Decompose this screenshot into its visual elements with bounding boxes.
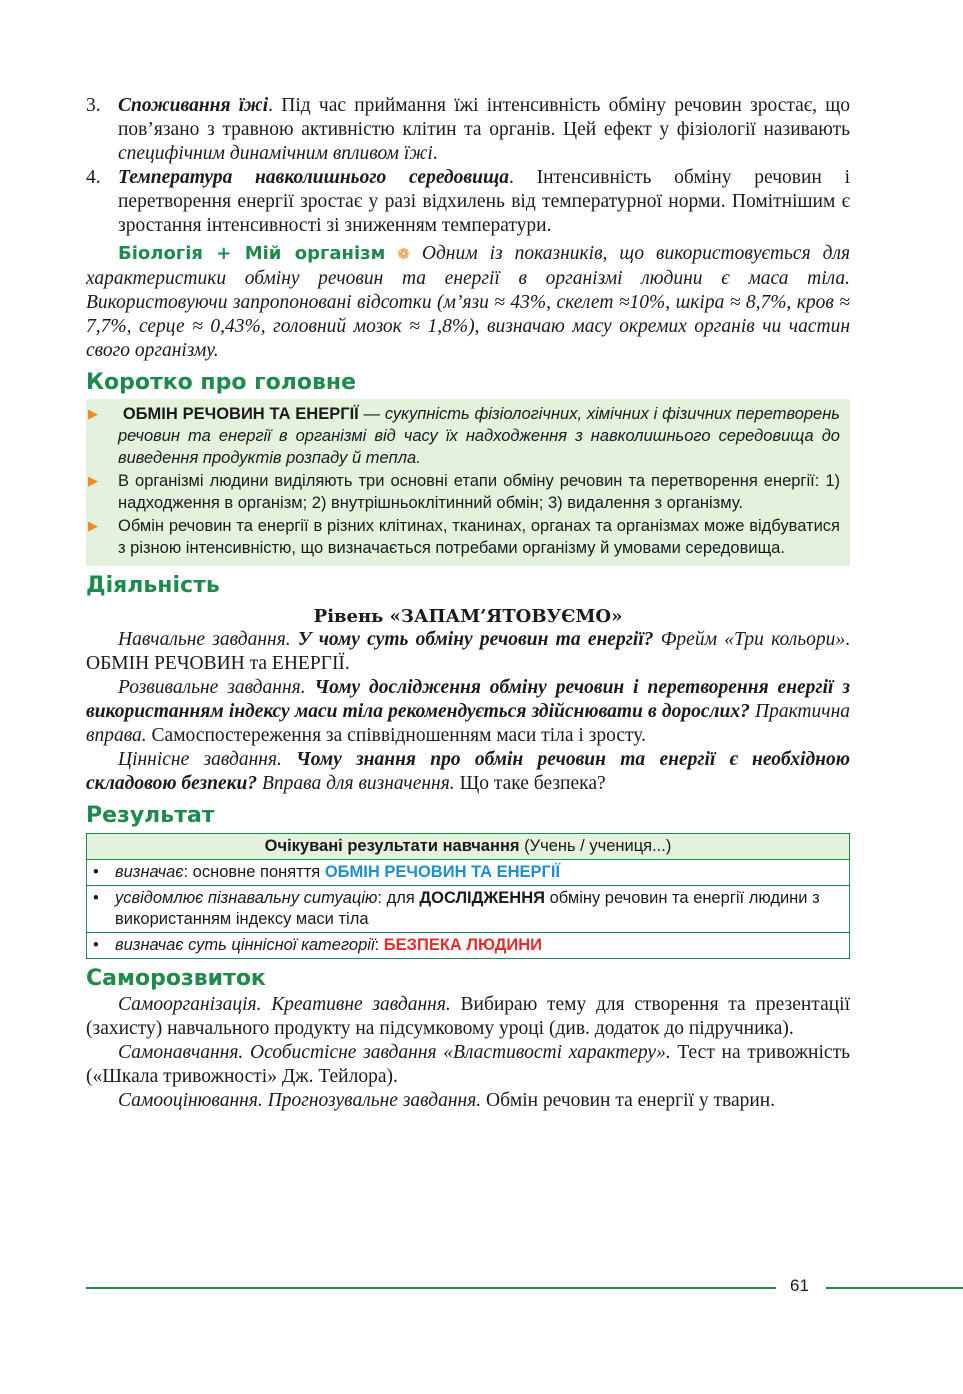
summary-box xyxy=(86,399,850,566)
summary-heading: Коротко про головне xyxy=(86,370,357,395)
table-cell xyxy=(87,886,850,933)
list-item xyxy=(86,94,850,166)
self-text: Тест на тривожність («Шкала тривожності» Дж. Тейлора). xyxy=(86,1042,850,1087)
result-text: : xyxy=(374,936,384,954)
result-highlight: ДОСЛІДЖЕННЯ xyxy=(419,889,545,907)
bullet: • xyxy=(93,863,99,881)
result-tail: обміну речовин та енергії людини з використанням індексу маси тіла xyxy=(115,889,820,928)
table-header xyxy=(87,834,850,860)
bullet: • xyxy=(93,936,99,954)
bio-text: Одним із показників, що використовується для характеристики обміну речовин та енергії в організмі людини є маса тіла. Використовуючи запропоновані відсотки (м’язи ≈ 43%, скелет ≈10%, шкіра ≈ 8,7%, кров ≈ 7,7%, серце ≈ 0,43%, головний мозок ≈ 1,8%), визначаю масу окремих органів чи частин свого організму. xyxy=(86,243,851,361)
level-title: Рівень «ЗАПАМ’ЯТОВУЄМО» xyxy=(313,606,623,627)
task-question: У чому суть обміну речовин та енергії? xyxy=(297,629,654,650)
list-tail: . xyxy=(432,143,438,164)
result-verb: визначає суть ціннісної категорії xyxy=(115,936,375,954)
table-header-rest: (Учень / учениця...) xyxy=(519,837,672,855)
list-title: Температура навколишнього середовища xyxy=(118,167,509,188)
activity-heading: Діяльність xyxy=(86,573,220,598)
summary-term: ОБМІН РЕЧОВИН ТА ЕНЕРГІЇ xyxy=(122,405,359,423)
page-content xyxy=(86,94,850,1113)
summary-item xyxy=(86,470,840,514)
list-item xyxy=(86,166,850,238)
task-question: Чому дослідження обміну речовин і перетворення енергії з використанням індексу маси тіла рекомендується здійснювати в дорослих? xyxy=(86,677,850,722)
arrow-icon: ▶ xyxy=(88,406,98,421)
summary-item xyxy=(86,515,840,559)
task-paragraph xyxy=(86,628,850,676)
footer-rule-right xyxy=(826,1287,963,1289)
self-paragraph xyxy=(86,993,850,1041)
list-text xyxy=(118,94,850,166)
task-rest: . ОБМІН РЕЧОВИН та ЕНЕРГІЇ. xyxy=(86,629,851,674)
list-title: Споживання їжі xyxy=(118,95,269,116)
task-rest: Самоспостереження за співвідношенням маси тіла і зросту. xyxy=(146,725,646,746)
list-number: 3. xyxy=(86,95,101,116)
list-body: . Під час приймання їжі інтенсивність обміну речовин зростає, що пов’язано з травною активністю клітин та органів. Цей ефект у фізіології називають xyxy=(118,95,850,140)
task-paragraph xyxy=(86,676,850,748)
bio-paragraph xyxy=(86,242,850,363)
self-paragraph xyxy=(86,1041,850,1089)
table-cell xyxy=(87,933,850,959)
bullet: • xyxy=(93,889,99,907)
self-label: Самооцінювання. Прогнозувальне завдання. xyxy=(118,1090,482,1111)
arrow-icon: ▶ xyxy=(88,518,98,533)
task-label: Навчальне завдання. xyxy=(118,629,298,650)
task-method: Практична вправа. xyxy=(86,701,850,746)
table-header-bold: Очікувані результати навчання xyxy=(264,837,520,855)
table-cell xyxy=(87,860,850,886)
list-body: . Інтенсивність обміну речовин і перетворення енергії зростає у разі відхилень від температурної норми. Помітнішим є зростання інтенсивності зі зниженням температури. xyxy=(118,167,850,236)
page-number: 61 xyxy=(790,1276,809,1295)
bio-lead: Біологія + Мій організм xyxy=(118,243,386,264)
result-highlight: БЕЗПЕКА ЛЮДИНИ xyxy=(383,936,543,954)
summary-text: В організмі людини виділяють три основні етапи обміну речовин та перетворення енергії: 1) надходження в організм; 2) внутрішньоклітинний обмін; 3) видалення з організму. xyxy=(118,472,840,512)
table-row xyxy=(87,860,850,886)
list-number: 4. xyxy=(86,167,101,188)
task-question: Чому знання про обмін речовин та енергії є необхідною складовою безпеки? xyxy=(86,749,850,794)
list-text xyxy=(118,166,850,238)
list-italic: специфічним динамічним впливом їжі xyxy=(118,143,433,164)
summary-item xyxy=(86,403,840,469)
self-text: Обмін речовин та енергії у тварин. xyxy=(481,1090,776,1111)
self-paragraph xyxy=(86,1089,850,1113)
result-text: : для xyxy=(377,889,420,907)
footer-rule-left xyxy=(86,1287,776,1289)
self-heading: Саморозвиток xyxy=(86,966,266,991)
table-header-row xyxy=(87,834,850,860)
self-label: Самонавчання. Особистісне завдання «Властивості характеру». xyxy=(118,1042,671,1063)
task-method: Фрейм «Три кольори» xyxy=(660,629,846,650)
result-highlight: ОБМІН РЕЧОВИН ТА ЕНЕРГІЇ xyxy=(324,863,561,881)
table-row xyxy=(87,933,850,959)
result-text: : основне поняття xyxy=(183,863,325,881)
self-label: Самоорганізація. Креативне завдання. xyxy=(118,994,451,1015)
flower-icon: ❁ xyxy=(397,247,410,263)
self-text: Вибираю тему для створення та презентації (захисту) навчального продукту на підсумковому уроці (див. додаток до підручника). xyxy=(86,994,850,1039)
table-row xyxy=(87,886,850,933)
result-verb: визначає xyxy=(115,863,184,881)
task-paragraph xyxy=(86,748,850,796)
task-rest: Що таке безпека? xyxy=(454,773,606,794)
task-label: Розвивальне завдання. xyxy=(118,677,315,698)
summary-text xyxy=(118,403,840,469)
summary-text: Обмін речовин та енергії в різних клітинах, тканинах, органах та організмах може відбуватися з різною інтенсивністю, що визначається потребами організму й умовами середовища. xyxy=(118,517,840,557)
arrow-icon: ▶ xyxy=(88,473,98,488)
result-heading: Результат xyxy=(86,803,215,828)
result-verb: усвідомлює пізнавальну ситуацію xyxy=(115,889,378,907)
task-method: Вправа для визначення. xyxy=(257,773,455,794)
summary-definition: — сукупність фізіологічних, хімічних і фізичних перетворень речовин та енергії в організмі від часу їх надходження з навколишнього середовища до виведення продуктів розпаду й тепла. xyxy=(118,405,840,467)
numbered-list xyxy=(86,94,850,238)
task-label: Ціннісне завдання. xyxy=(118,749,297,770)
results-table xyxy=(86,833,850,959)
